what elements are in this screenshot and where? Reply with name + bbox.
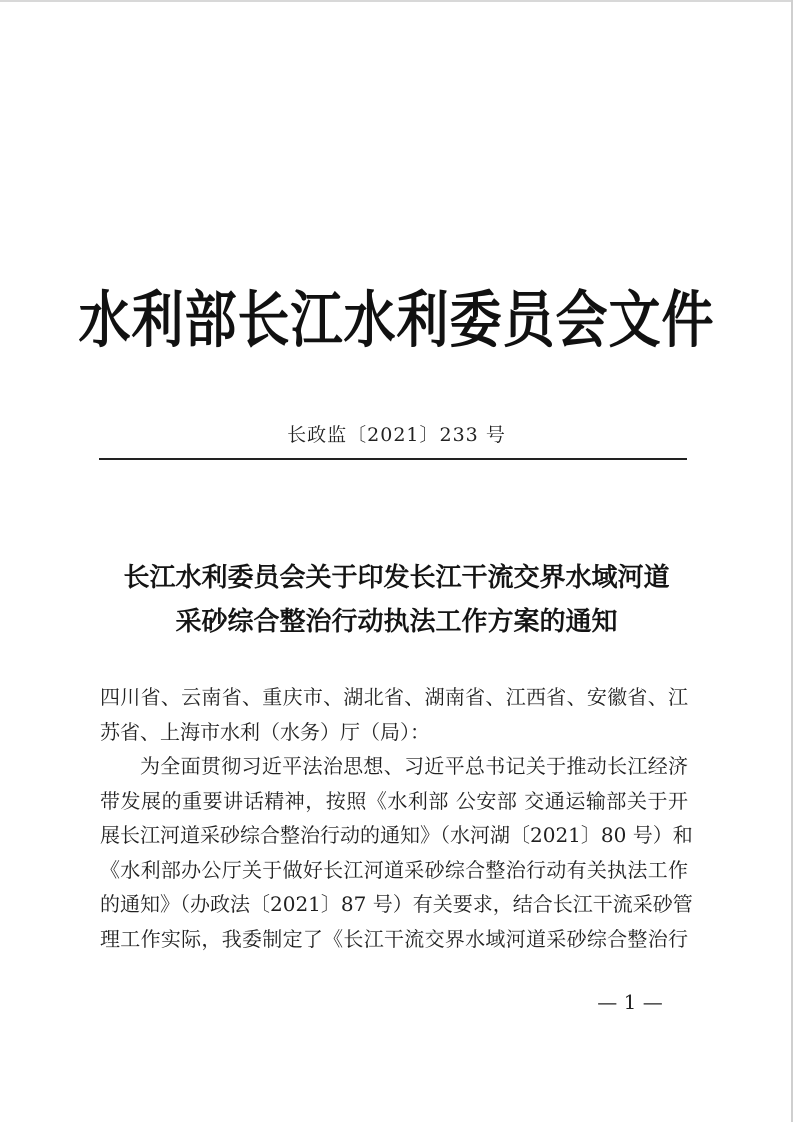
paragraph-line: 带发展的重要讲话精神，按照《水利部 公安部 交通运输部关于开: [100, 788, 688, 813]
document-body: [100, 680, 693, 956]
paragraph-line: 为全面贯彻习近平法治思想、习近平总书记关于推动长江经济: [140, 754, 688, 778]
page-number: — 1 —: [597, 990, 663, 1014]
issuer-header: 水利部长江水利委员会文件: [78, 285, 715, 357]
paragraph-line: 的通知》（办政法〔2021〕87 号）有关要求，结合长江干流采砂管: [100, 892, 693, 916]
addressee-line: 四川省、云南省、重庆市、湖北省、湖南省、江西省、安徽省、江: [100, 685, 688, 709]
document-title: [80, 556, 713, 644]
paragraph-line: 《水利部办公厅关于做好长江河道采砂综合整治行动有关执法工作: [100, 857, 688, 882]
document-number: 长政监〔2021〕233 号: [287, 424, 506, 446]
title-line: 长江水利委员会关于印发长江干流交界水域河道: [123, 563, 670, 593]
paragraph-line: 理工作实际，我委制定了《长江干流交界水域河道采砂综合整治行: [100, 926, 688, 951]
paragraph-line: 展长江河道采砂综合整治行动的通知》（水河湖〔2021〕80 号）和: [100, 823, 693, 847]
page-top-edge: [0, 0, 793, 2]
header-divider: [99, 458, 687, 460]
addressee-line: 苏省、上海市水利（水务）厅（局）：: [100, 719, 430, 744]
title-line: 采砂综合整治行动执法工作方案的通知: [175, 607, 618, 637]
